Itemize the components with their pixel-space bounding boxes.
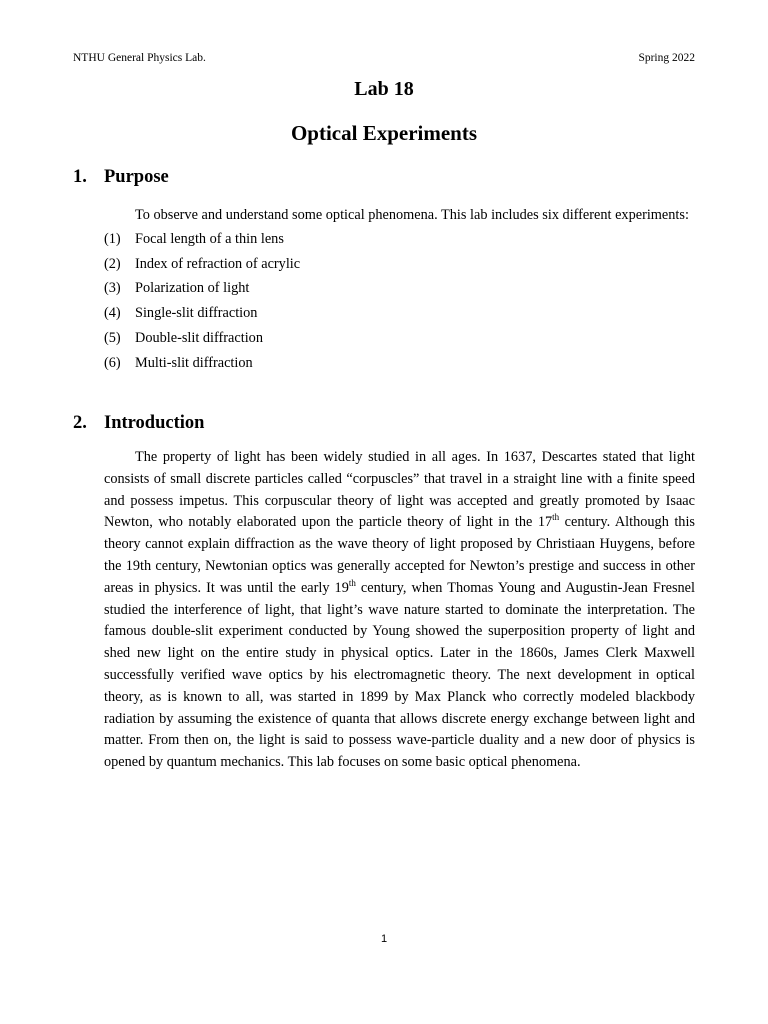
- list-item-number: (5): [104, 329, 121, 346]
- list-item: [104, 351, 695, 376]
- list-item: [104, 326, 695, 351]
- list-item: [104, 276, 695, 301]
- lab-title: Lab 18: [354, 78, 414, 100]
- page-number: 1: [380, 933, 388, 945]
- list-item-text: Polarization of light: [135, 280, 250, 297]
- section-number: 1.: [73, 167, 87, 187]
- lab-subtitle: Optical Experiments: [290, 121, 478, 145]
- intro-text-part-1: The property of light has been widely studied in all ages. In 1637, Descartes stated that light consists of small discrete particles called “corpuscles” that travel in a straight line with a finite speed and possess impetus. This corpuscular theory of light was accepted and greatly promoted by Isaac Newton, who notably elaborated upon the particle theory of light in the 17: [104, 449, 695, 531]
- superscript-th: th: [552, 512, 560, 523]
- list-item-text: Multi-slit diffraction: [135, 354, 253, 371]
- section-heading-purpose: [73, 167, 169, 188]
- purpose-paragraph: To observe and understand some optical phenomena. This lab includes six different experiments:: [135, 207, 689, 223]
- intro-text-part-2: century. Although this theory cannot explain diffraction as the wave theory of light proposed by Christiaan Huygens, before the 19th century, Newtonian optics was generally accepted for Newton’s prestige and success in other areas in physics. It was until the early 19: [104, 514, 695, 596]
- section-title: Purpose: [104, 167, 169, 187]
- introduction-body: [104, 447, 695, 774]
- list-item-number: (4): [104, 305, 121, 322]
- intro-text-part-3: century, when Thomas Young and Augustin-Jean Fresnel studied the interference of light, that light’s wave nature started to dominate the interpretation. The famous double-slit experiment conducted by Young showed the superposition property of light and shed new light on the entire study in physical optics. Later in the 1860s, James Clerk Maxwell successfully verified wave optics by his electromagnetic theory. The next development in optical theory, as is known to all, was started in 1899 by Max Planck who correctly modeled blackbody radiation by assuming the existence of quanta that allows discrete energy exchange between light and matter. From then on, the light is said to possess wave-particle duality and a new door of physics is opened by quantum mechanics. This lab focuses on some basic optical phenomena.: [104, 579, 695, 771]
- list-item-text: Focal length of a thin lens: [135, 231, 284, 247]
- purpose-body: [104, 204, 695, 375]
- header-left: NTHU General Physics Lab.: [73, 52, 206, 64]
- list-item-number: (1): [104, 231, 121, 247]
- list-item: [104, 252, 695, 277]
- superscript-th: th: [348, 578, 356, 589]
- list-item-text: Index of refraction of acrylic: [135, 255, 301, 272]
- list-item-number: (2): [104, 255, 121, 272]
- list-item-text: Double-slit diffraction: [135, 329, 263, 346]
- experiment-list: [104, 227, 695, 375]
- introduction-paragraph: [104, 447, 695, 774]
- list-item-number: (6): [104, 354, 121, 371]
- list-item-number: (3): [104, 280, 121, 297]
- section-number: 2.: [73, 413, 87, 433]
- section-heading-introduction: [73, 413, 204, 434]
- header-right: Spring 2022: [638, 52, 695, 64]
- section-title: Introduction: [104, 413, 205, 433]
- list-item: [104, 301, 695, 326]
- list-item-text: Single-slit diffraction: [135, 305, 258, 322]
- list-item: [104, 227, 695, 252]
